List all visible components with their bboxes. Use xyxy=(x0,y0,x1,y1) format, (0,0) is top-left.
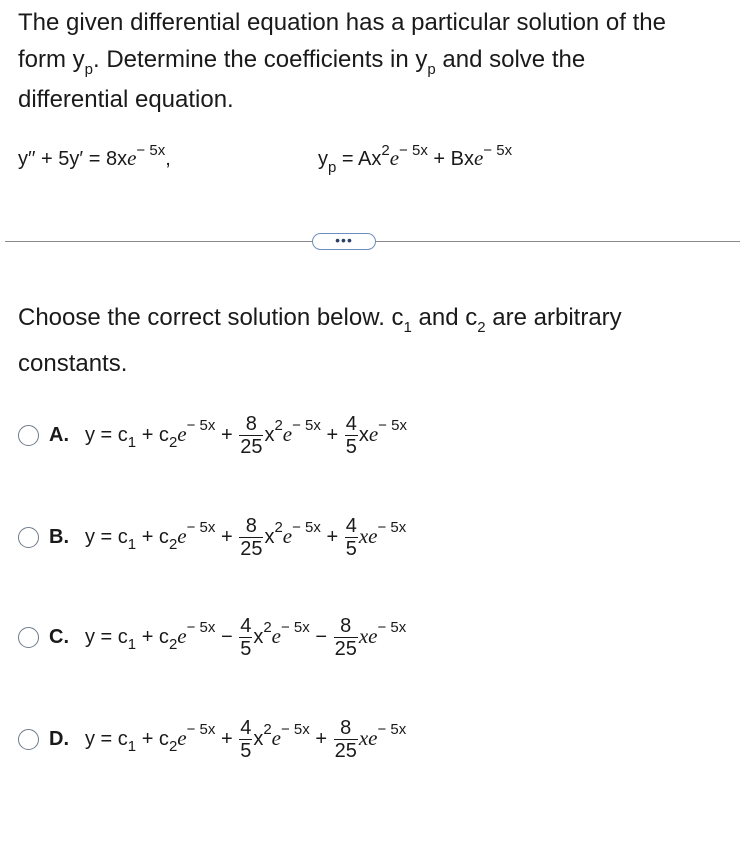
coefficient-fraction: $\frac{8}{25}$ xyxy=(334,716,357,762)
option-letter: A. xyxy=(49,423,69,446)
option-d[interactable] xyxy=(18,714,406,764)
option-letter: D. xyxy=(49,727,69,750)
radio-button-c[interactable] xyxy=(18,627,39,648)
coefficient-fraction: $\frac{4}{5}$ xyxy=(345,514,357,560)
option-letter: B. xyxy=(49,525,69,548)
option-c[interactable] xyxy=(18,612,406,662)
option-expression: $y = c_1 + c_2e^{- 5x}$ + $\frac{8}{25}$ $x^2e^{- 5x}$ + $\frac{4}{5}$ $xe^{- 5x}$ xyxy=(85,412,407,458)
option-expression: $y = c_1 + c_2e^{- 5x}$ − $\frac{4}{5}$ $x^2e^{- 5x}$ − $\frac{8}{25}$ $xe^{- 5x}$ xyxy=(85,614,407,660)
option-a[interactable] xyxy=(18,410,407,460)
option-expression: $y = c_1 + c_2e^{- 5x}$ + $\frac{4}{5}$ $x^2e^{- 5x}$ + $\frac{8}{25}$ $xe^{- 5x}$ xyxy=(85,716,407,762)
coefficient-fraction: $\frac{4}{5}$ xyxy=(240,614,252,660)
coefficient-fraction: $\frac{4}{5}$ xyxy=(240,716,252,762)
option-letter: C. xyxy=(49,625,69,648)
differential-equation: $y'' + 5y' = 8xe^{- 5x}$, xyxy=(18,142,171,170)
coefficient-fraction: $\frac{8}{25}$ xyxy=(334,614,357,660)
radio-button-d[interactable] xyxy=(18,729,39,750)
coefficient-fraction: $\frac{4}{5}$ xyxy=(345,412,357,458)
radio-button-b[interactable] xyxy=(18,527,39,548)
option-b[interactable] xyxy=(18,512,406,562)
option-expression: $y = c_1 + c_2e^{- 5x}$ + $\frac{8}{25}$ $x^2e^{- 5x}$ + $\frac{4}{5}$ $xe^{- 5x}$ xyxy=(85,514,407,560)
question-text: The given differential equation has a particular solution of the form $y_p$. Determine the coefficients in $y_p$ and solve the differential equation. xyxy=(18,9,666,113)
particular-solution-form: $y_p = Ax^2e^{- 5x} + Bxe^{- 5x}$ xyxy=(318,142,513,176)
more-button[interactable]: ••• xyxy=(312,233,376,250)
radio-button-a[interactable] xyxy=(18,425,39,446)
prompt-text: Choose the correct solution below. $c_1$ and $c_2$ are arbitrary constants. xyxy=(18,304,622,377)
coefficient-fraction: $\frac{8}{25}$ xyxy=(240,514,263,560)
coefficient-fraction: $\frac{8}{25}$ xyxy=(240,412,263,458)
